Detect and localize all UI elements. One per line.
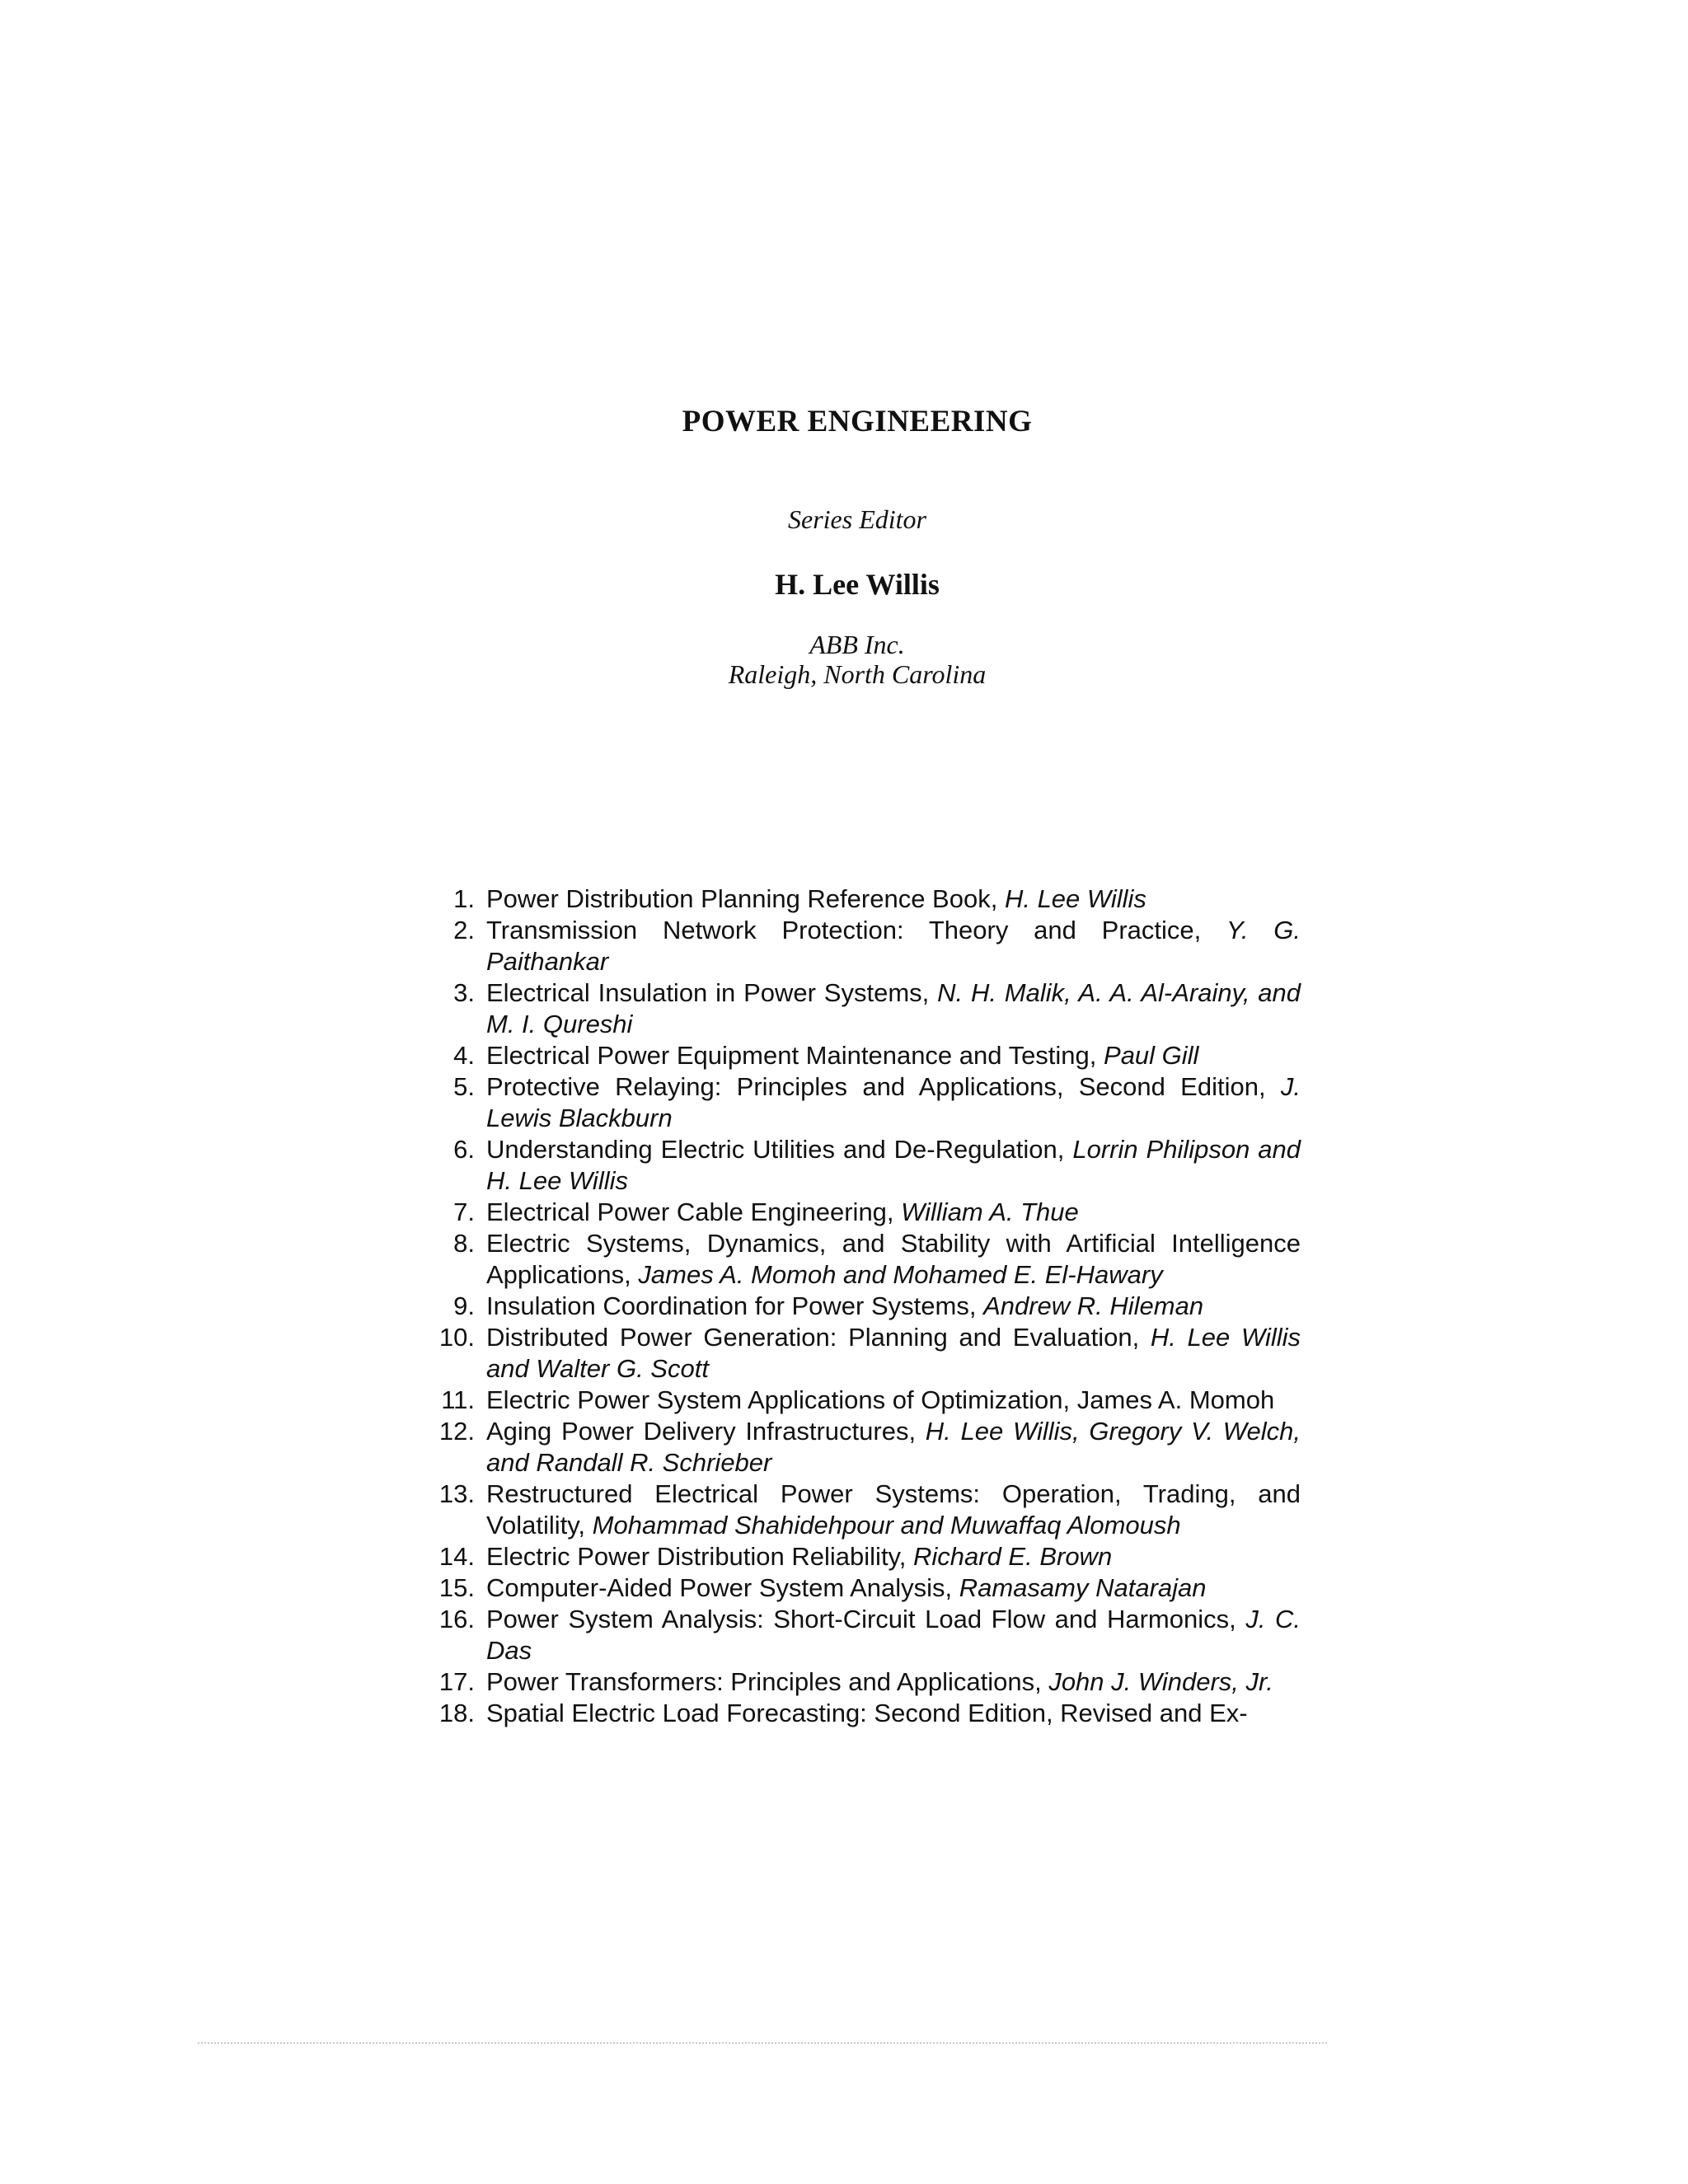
list-item-number: 10. [438,1323,475,1352]
list-item-number: 15. [438,1573,475,1602]
book-title: Understanding Electric Utilities and De-Regulation, [486,1135,1073,1164]
list-item [419,1071,1301,1134]
series-title: POWER ENGINEERING [682,405,1033,438]
list-item-number: 8. [453,1229,475,1258]
list-item-text [486,1416,1301,1479]
book-title: Electrical Insulation in Power Systems, [486,978,938,1007]
editor-affiliation-company: ABB Inc. [809,630,905,659]
list-item [419,1416,1301,1479]
list-item [419,1698,1301,1729]
book-author: Y. G. Paithankar [486,916,1301,976]
list-item-text [486,1228,1301,1291]
book-title: Protective Relaying: Principles and Applications, Second Edition, [486,1072,1281,1101]
book-title: Spatial Electric Load Forecasting: Second Edition, Revised and Ex- [486,1699,1248,1727]
list-item-text [486,1479,1301,1541]
list-item-text [486,883,1301,915]
book-author: Andrew R. Hileman [983,1291,1204,1320]
list-item [419,915,1301,977]
book-author: Ramasamy Natarajan [959,1573,1207,1602]
book-title: Power Distribution Planning Reference Book, [486,884,1005,913]
book-title: Electrical Power Cable Engineering, [486,1197,902,1226]
list-item [419,1134,1301,1197]
list-item [419,1479,1301,1541]
list-item-number: 6. [453,1135,475,1164]
list-item [419,1604,1301,1666]
book-title: Electric Power Distribution Reliability, [486,1542,913,1571]
list-item-number: 7. [453,1197,475,1226]
list-item-number: 11. [441,1385,475,1414]
list-item [419,1291,1301,1322]
list-item-number: 2. [453,916,475,944]
list-item [419,883,1301,915]
list-item [419,1197,1301,1228]
list-item-text [486,915,1301,977]
list-item-text [486,1071,1301,1134]
book-title: Computer-Aided Power System Analysis, [486,1573,959,1602]
list-item-text [486,1604,1301,1666]
list-item-number: 13. [438,1479,475,1508]
list-item-number: 17. [438,1667,475,1696]
list-item-number: 12. [438,1417,475,1446]
book-title: Restructured Electrical Power Systems: Operation, Trading, and Volatility, [486,1479,1301,1540]
list-item [419,1228,1301,1291]
list-item-text [486,1040,1301,1071]
book-list [419,883,1301,1729]
series-editor-name: H. Lee Willis [775,568,940,601]
list-item-text [486,1385,1301,1416]
book-title: Distributed Power Generation: Planning and Evaluation, [486,1323,1151,1352]
list-item-number: 4. [453,1041,475,1070]
list-item [419,1541,1301,1572]
list-item-text [486,1134,1301,1197]
list-item-number: 18. [438,1699,475,1727]
book-author: H. Lee Willis, Gregory V. Welch, and Randall R. Schrieber [486,1417,1301,1477]
list-item [419,1040,1301,1071]
list-item [419,1666,1301,1698]
list-item [419,1385,1301,1416]
book-author: William A. Thue [901,1197,1079,1226]
list-item-text [486,1197,1301,1228]
list-item [419,1572,1301,1604]
book-author: Mohammad Shahidehpour and Muwaffaq Alomoush [592,1511,1181,1540]
list-item-number: 9. [453,1291,475,1320]
list-item [419,1322,1301,1385]
book-author: John J. Winders, Jr. [1048,1667,1273,1696]
book-title: Power Transformers: Principles and Applications, [486,1667,1049,1696]
book-title: Electric Power System Applications of Optimization, James A. Momoh [486,1385,1275,1414]
book-title: Electrical Power Equipment Maintenance and Testing, [486,1041,1104,1070]
book-author: James A. Momoh and Mohamed E. El-Hawary [638,1260,1163,1289]
series-editor-label: Series Editor [788,504,926,534]
book-author: H. Lee Willis and Walter G. Scott [486,1323,1301,1383]
book-author: J. C. Das [486,1605,1301,1665]
list-item-text [486,1291,1301,1322]
list-item-number: 5. [453,1072,475,1101]
list-item-number: 1. [453,884,475,913]
book-author: Lorrin Philipson and H. Lee Willis [486,1135,1301,1195]
scan-artifact-line [198,2042,1327,2044]
book-author: Paul Gill [1104,1041,1199,1070]
list-item-text [486,1666,1301,1698]
list-item [419,977,1301,1040]
editor-affiliation-location: Raleigh, North Carolina [728,659,987,689]
book-title: Power System Analysis: Short-Circuit Load Flow and Harmonics, [486,1605,1246,1633]
list-item-text [486,1698,1301,1729]
list-item-number: 16. [438,1605,475,1633]
book-title: Insulation Coordination for Power Systems, [486,1291,984,1320]
list-item-number: 14. [438,1542,475,1571]
book-title: Transmission Network Protection: Theory and Practice, [486,916,1227,944]
book-author: J. Lewis Blackburn [486,1072,1301,1132]
book-title: Aging Power Delivery Infrastructures, [486,1417,926,1446]
list-item-text [486,977,1301,1040]
book-title: Electric Systems, Dynamics, and Stability with Artificial Intelligence Applications, [486,1229,1301,1289]
list-item-text [486,1572,1301,1604]
book-author: Richard E. Brown [912,1542,1113,1571]
list-item-text [486,1322,1301,1385]
list-item-number: 3. [453,978,475,1007]
book-author: H. Lee Willis [1004,884,1146,913]
book-author: N. H. Malik, A. A. Al-Arainy, and M. I. Qureshi [486,978,1301,1038]
list-item-text [486,1541,1301,1572]
